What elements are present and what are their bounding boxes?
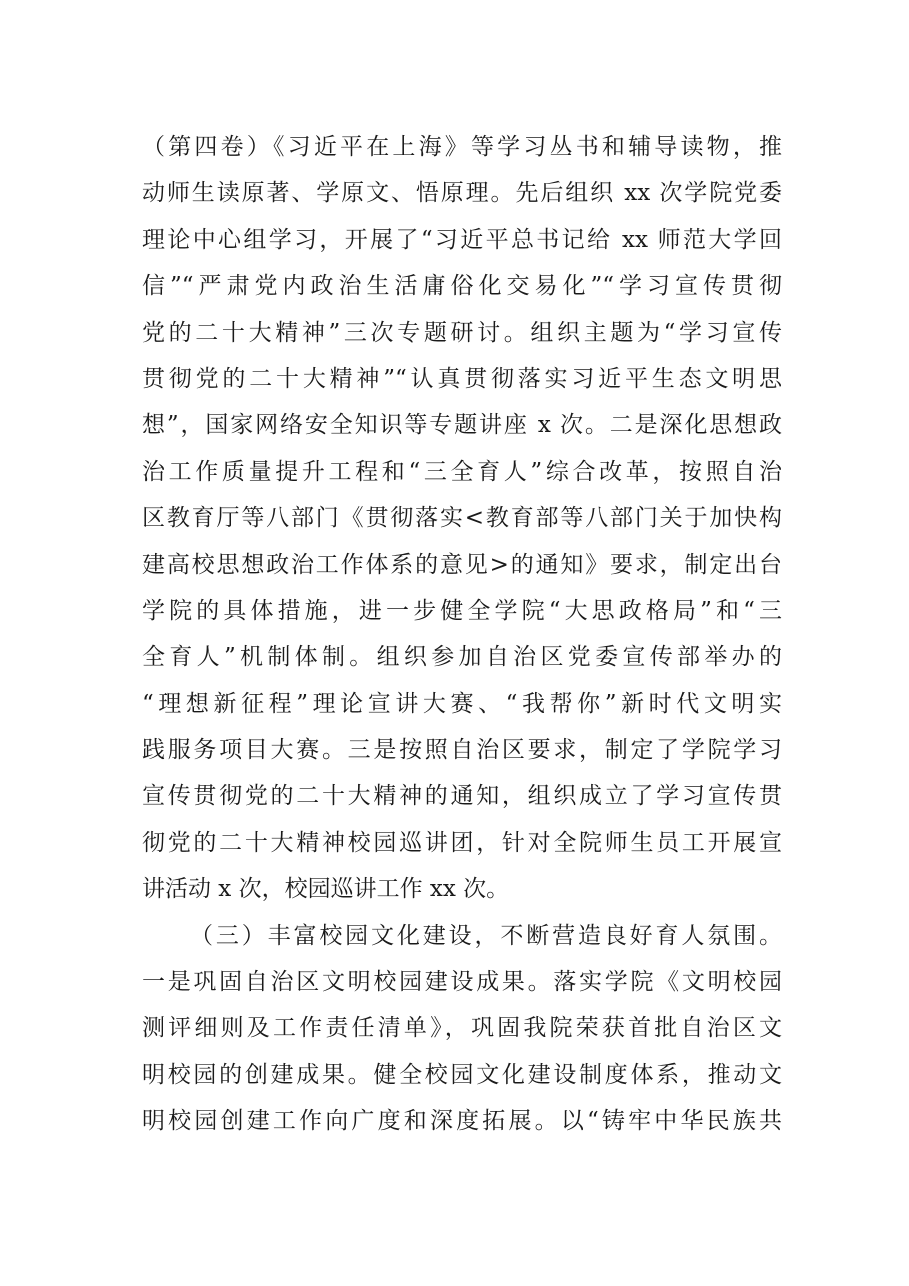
text-line: 一是巩固自治区文明校园建设成果。落实学院《文明校园 <box>142 969 782 996</box>
text-line: 建高校思想政治工作体系的意见>的通知》要求，制定出台 <box>142 551 782 578</box>
section-heading: （三）丰富校园文化建设，不断营造良好育人氛围。 <box>190 922 782 949</box>
text-line: 宣传贯彻党的二十大精神的通知，组织成立了学习宣传贯 <box>142 783 782 810</box>
text-line: 彻党的二十大精神校园巡讲团，针对全院师生员工开展宣 <box>142 829 782 856</box>
text-line: 信”“严肃党内政治生活庸俗化交易化”“学习宣传贯彻 <box>142 273 782 300</box>
text-line: 理论中心组学习，开展了“习近平总书记给 xx 师范大学回 <box>142 226 782 253</box>
text-line: 治工作质量提升工程和“三全育人”综合改革，按照自治 <box>142 458 782 485</box>
text-line: 区教育厅等八部门《贯彻落实<教育部等八部门关于加快构 <box>142 505 782 532</box>
text-line: 学院的具体措施，进一步健全学院“大思政格局”和“三 <box>142 597 782 624</box>
text-line: 测评细则及工作责任清单》，巩固我院荣获首批自治区文 <box>142 1015 782 1042</box>
text-line: 动师生读原著、学原文、悟原理。先后组织 xx 次学院党委 <box>142 180 782 207</box>
body-text <box>142 124 782 1145</box>
text-line: （第四卷）《习近平在上海》等学习丛书和辅导读物，推 <box>142 134 782 160</box>
paragraph-end-line: 讲活动 x 次，校园巡讲工作 xx 次。 <box>142 876 510 903</box>
text-line: 党的二十大精神”三次专题研讨。组织主题为“学习宣传 <box>142 319 782 346</box>
text-line: 明校园的创建成果。健全校园文化建设制度体系，推动文 <box>142 1061 782 1088</box>
text-line: 想”，国家网络安全知识等专题讲座 x 次。二是深化思想政 <box>142 412 782 439</box>
text-line: “理想新征程”理论宣讲大赛、“我帮你”新时代文明实 <box>142 690 782 717</box>
text-line: 践服务项目大赛。三是按照自治区要求，制定了学院学习 <box>142 737 782 764</box>
text-line: 贯彻党的二十大精神”“认真贯彻落实习近平生态文明思 <box>142 365 782 392</box>
text-line: 全育人”机制体制。组织参加自治区党委宣传部举办的 <box>142 644 782 671</box>
text-line: 明校园创建工作向广度和深度拓展。以“铸牢中华民族共 <box>142 1108 782 1135</box>
